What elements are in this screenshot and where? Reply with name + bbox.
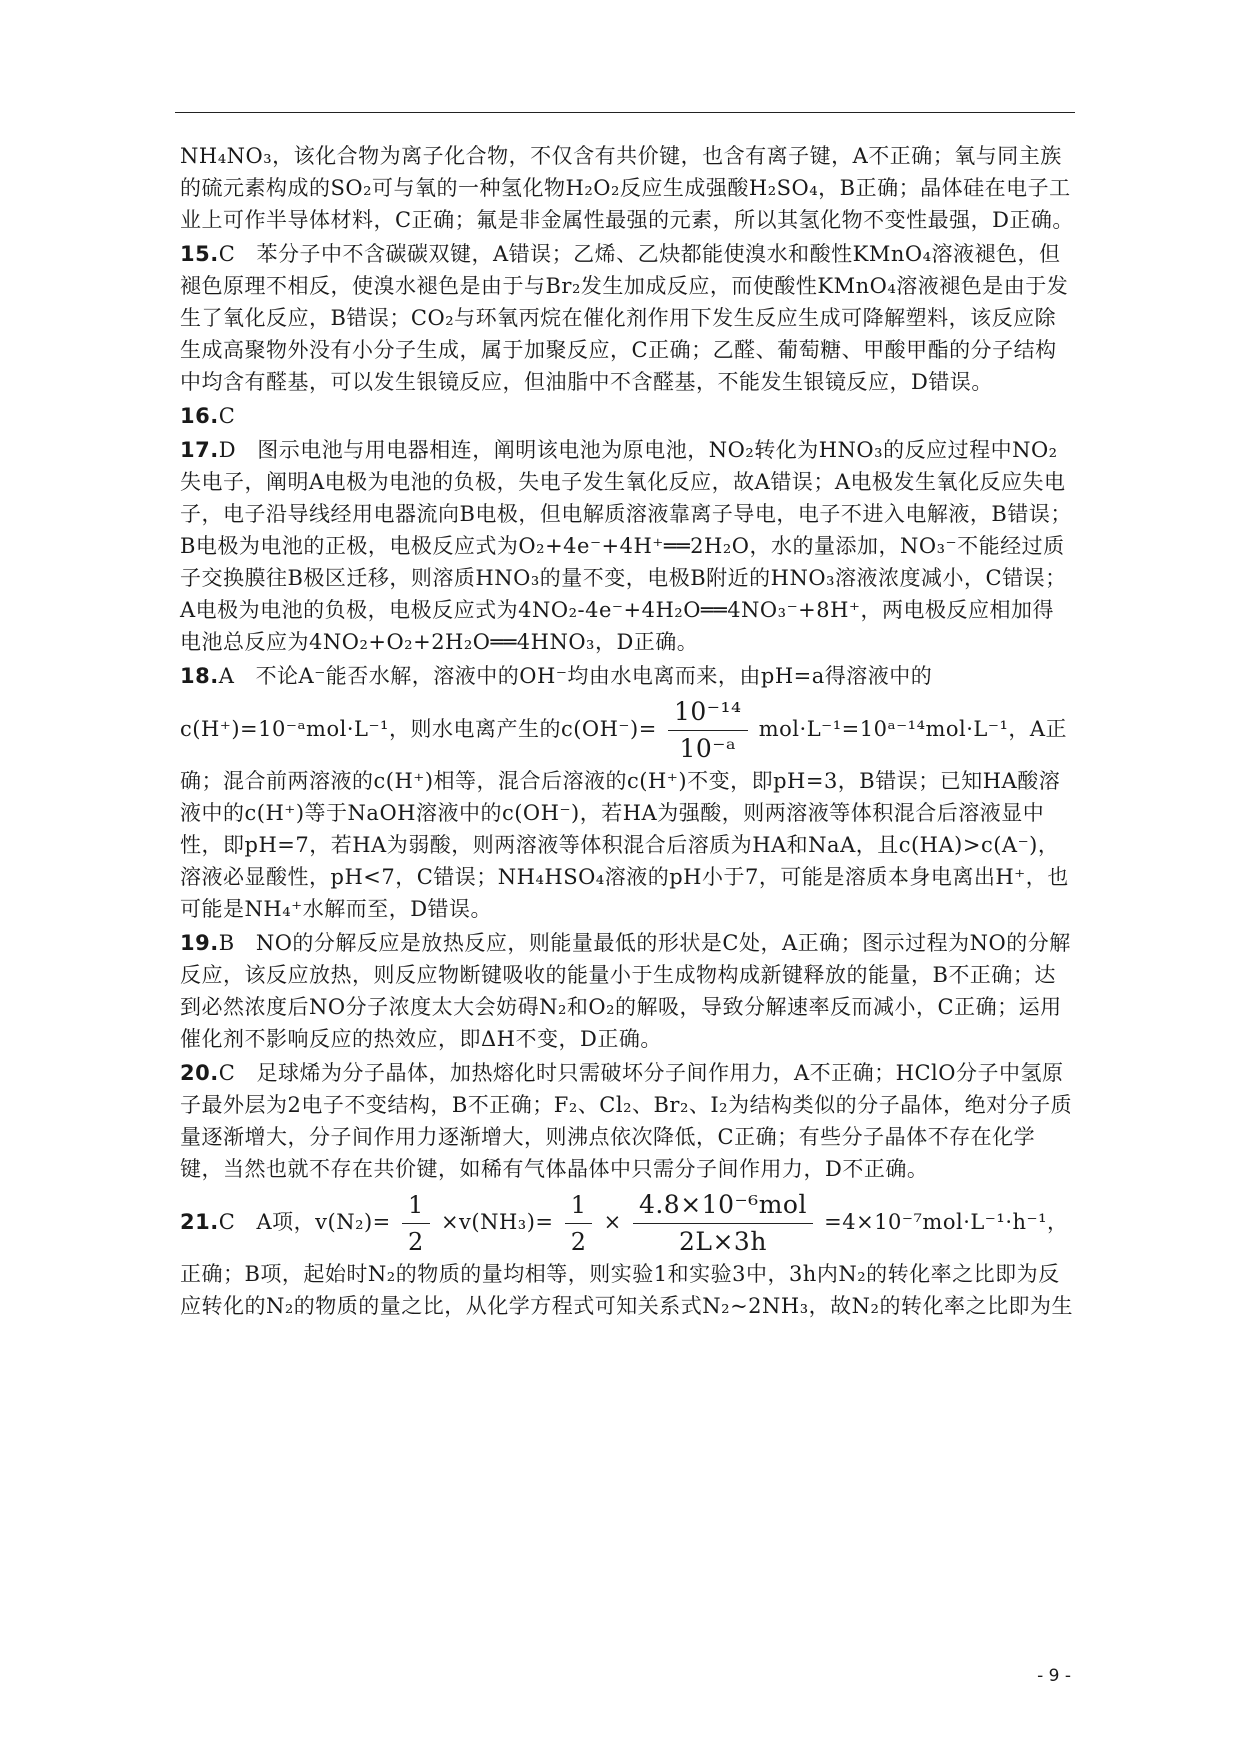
answer-letter: C <box>218 1210 236 1234</box>
fraction-denominator: 2 <box>407 1228 424 1256</box>
header-rule <box>175 112 1075 113</box>
paragraph-14-continued <box>180 140 1075 236</box>
answer-letter: A <box>218 664 235 688</box>
answer-letter: D <box>218 438 237 462</box>
fraction-numerator: 1 <box>402 1189 430 1224</box>
page-number: - 9 - <box>1037 1666 1071 1686</box>
question-number: 18. <box>180 664 219 688</box>
explanation-text: 苯分子中不含碳碳双键，A错误；乙烯、乙炔都能使溴水和酸性KMnO₄溶液褪色，但褪色原理不相反，使溴水褪色是由于与Br₂发生加成反应，而使酸性KMnO₄溶液褪色是由于发生了氧化反应，B错误；CO₂与环氧丙烷在催化剂作用下发生反应生成可降解塑料，该反应除生成高聚物外没有小分子生成，属于加聚反应，C正确；乙醛、葡萄糖、甲酸甲酯的分子结构中均含有醛基，可以发生银镜反应，但油脂中不含醛基，不能发生银镜反应，D错误。 <box>180 242 1069 394</box>
fraction-denominator: 2L×3h <box>678 1227 767 1256</box>
question-21 <box>180 1189 1075 1322</box>
question-number: 20. <box>180 1061 219 1085</box>
answer-letter: C <box>218 1061 236 1085</box>
answer-letter: C <box>218 404 236 428</box>
fraction-one-half <box>565 1189 593 1258</box>
question-16 <box>180 400 1075 432</box>
fraction-kw-over-h <box>668 696 748 765</box>
question-number: 21. <box>180 1210 219 1234</box>
question-19 <box>180 927 1075 1055</box>
answer-letter: B <box>218 931 235 955</box>
fraction-one-half <box>402 1189 430 1258</box>
question-number: 19. <box>180 931 219 955</box>
answer-letter: C <box>218 242 236 266</box>
answer-content <box>180 140 1075 1324</box>
explanation-text: 足球烯为分子晶体，加热熔化时只需破坏分子间作用力，A不正确；HClO分子中氢原子最外层为2电子不变结构，B不正确；F₂、Cl₂、Br₂、I₂为结构类似的分子晶体，绝对分子质量逐渐增大，分子间作用力逐渐增大，则沸点依次降低，C正确；有些分子晶体不存在化学键，当然也就不存在共价键，如稀有气体晶体中只需分子间作用力，D不正确。 <box>180 1061 1073 1181</box>
question-15 <box>180 238 1075 398</box>
explanation-text: 不论A⁻能否水解，溶液中的OH⁻均由水电离而来，由pH=a得溶液中的 <box>255 664 933 688</box>
question-17 <box>180 434 1075 658</box>
times-sign: × <box>603 1210 622 1234</box>
fraction-denominator: 2 <box>570 1228 587 1256</box>
question-number: 17. <box>180 438 219 462</box>
question-number: 16. <box>180 404 219 428</box>
fraction-numerator: 4.8×10⁻⁶mol <box>633 1189 813 1224</box>
fraction-denominator: 10⁻ᵃ <box>679 734 737 763</box>
explanation-text: mol·L⁻¹=10ᵃ⁻¹⁴mol·L⁻¹，A正确；混合前两溶液的c(H⁺)相等，混合后溶液的c(H⁺)不变，即pH=3，B错误；已知HA酸溶液中的c(H⁺)等于NaOH溶液中的c(OH⁻)，若HA为强酸，则两溶液等体积混合后溶液显中性，即pH=7，若HA为弱酸，则两溶液等体积混合后溶质为HA和NaA，且c(HA)>c(A⁻)，溶液必显酸性，pH<7，C错误；NH₄HSO₄溶液的pH小于7，可能是溶质本身电离出H⁺，也可能是NH₄⁺水解而至，D错误。 <box>180 717 1069 921</box>
question-20 <box>180 1057 1075 1185</box>
question-number: 15. <box>180 242 219 266</box>
equation-line-18 <box>180 696 1075 925</box>
fraction-numerator: 10⁻¹⁴ <box>668 696 748 731</box>
fraction-rate <box>633 1189 813 1258</box>
explanation-text: 图示电池与用电器相连，阐明该电池为原电池，NO₂转化为HNO₃的反应过程中NO₂失电子，阐明A电极为电池的负极，失电子发生氧化反应，故A错误；A电极发生氧化反应失电子，电子沿导线经用电器流向B电极，但电解质溶液靠离子导电，电子不进入电解液，B错误；B电极为电池的正极，电极反应式为O₂+4e⁻+4H⁺══2H₂O，水的量添加，NO₃⁻不能经过质子交换膜往B极区迁移，则溶质HNO₃的量不变，电极B附近的HNO₃溶液浓度减小，C错误；A电极为电池的负极，电极反应式为4NO₂-4e⁻+4H₂O══4NO₃⁻+8H⁺，两电极反应相加得电池总反应为4NO₂+O₂+2H₂O══4HNO₃，D正确。 <box>180 438 1072 654</box>
paragraph-text: NH₄NO₃，该化合物为离子化合物，不仅含有共价键，也含有离子键，A不正确；氧与同主族的硫元素构成的SO₂可与氧的一种氢化物H₂O₂反应生成强酸H₂SO₄，B正确；晶体硅在电子工业上可作半导体材料，C正确；氟是非金属性最强的元素，所以其氢化物不变性最强，D正确。 <box>180 144 1074 232</box>
explanation-text: c(H⁺)=10⁻ᵃmol·L⁻¹，则水电离产生的c(OH⁻)= <box>180 717 657 741</box>
explanation-text: =4×10⁻⁷mol·L⁻¹·h⁻¹，正确；B项，起始时N₂的物质的量均相等，则实验1和实验3中，3h内N₂的转化率之比即为反应转化的N₂的物质的量之比，从化学方程式可知关系式N₂~2NH₃，故N₂的转化率之比即为生 <box>180 1210 1073 1318</box>
explanation-text: NO的分解反应是放热反应，则能量最低的形状是C处，A正确；图示过程为NO的分解反应，该反应放热，则反应物断键吸收的能量小于生成物构成新键释放的能量，B不正确；达到必然浓度后NO分子浓度太大会妨碍N₂和O₂的解吸，导致分解速率反而减小，C正确；运用催化剂不影响反应的热效应，即ΔH不变，D正确。 <box>180 931 1071 1051</box>
question-18 <box>180 660 1075 692</box>
explanation-text: A项，v(N₂)= <box>256 1210 391 1234</box>
fraction-numerator: 1 <box>565 1189 593 1224</box>
explanation-text: ×v(NH₃)= <box>440 1210 554 1234</box>
